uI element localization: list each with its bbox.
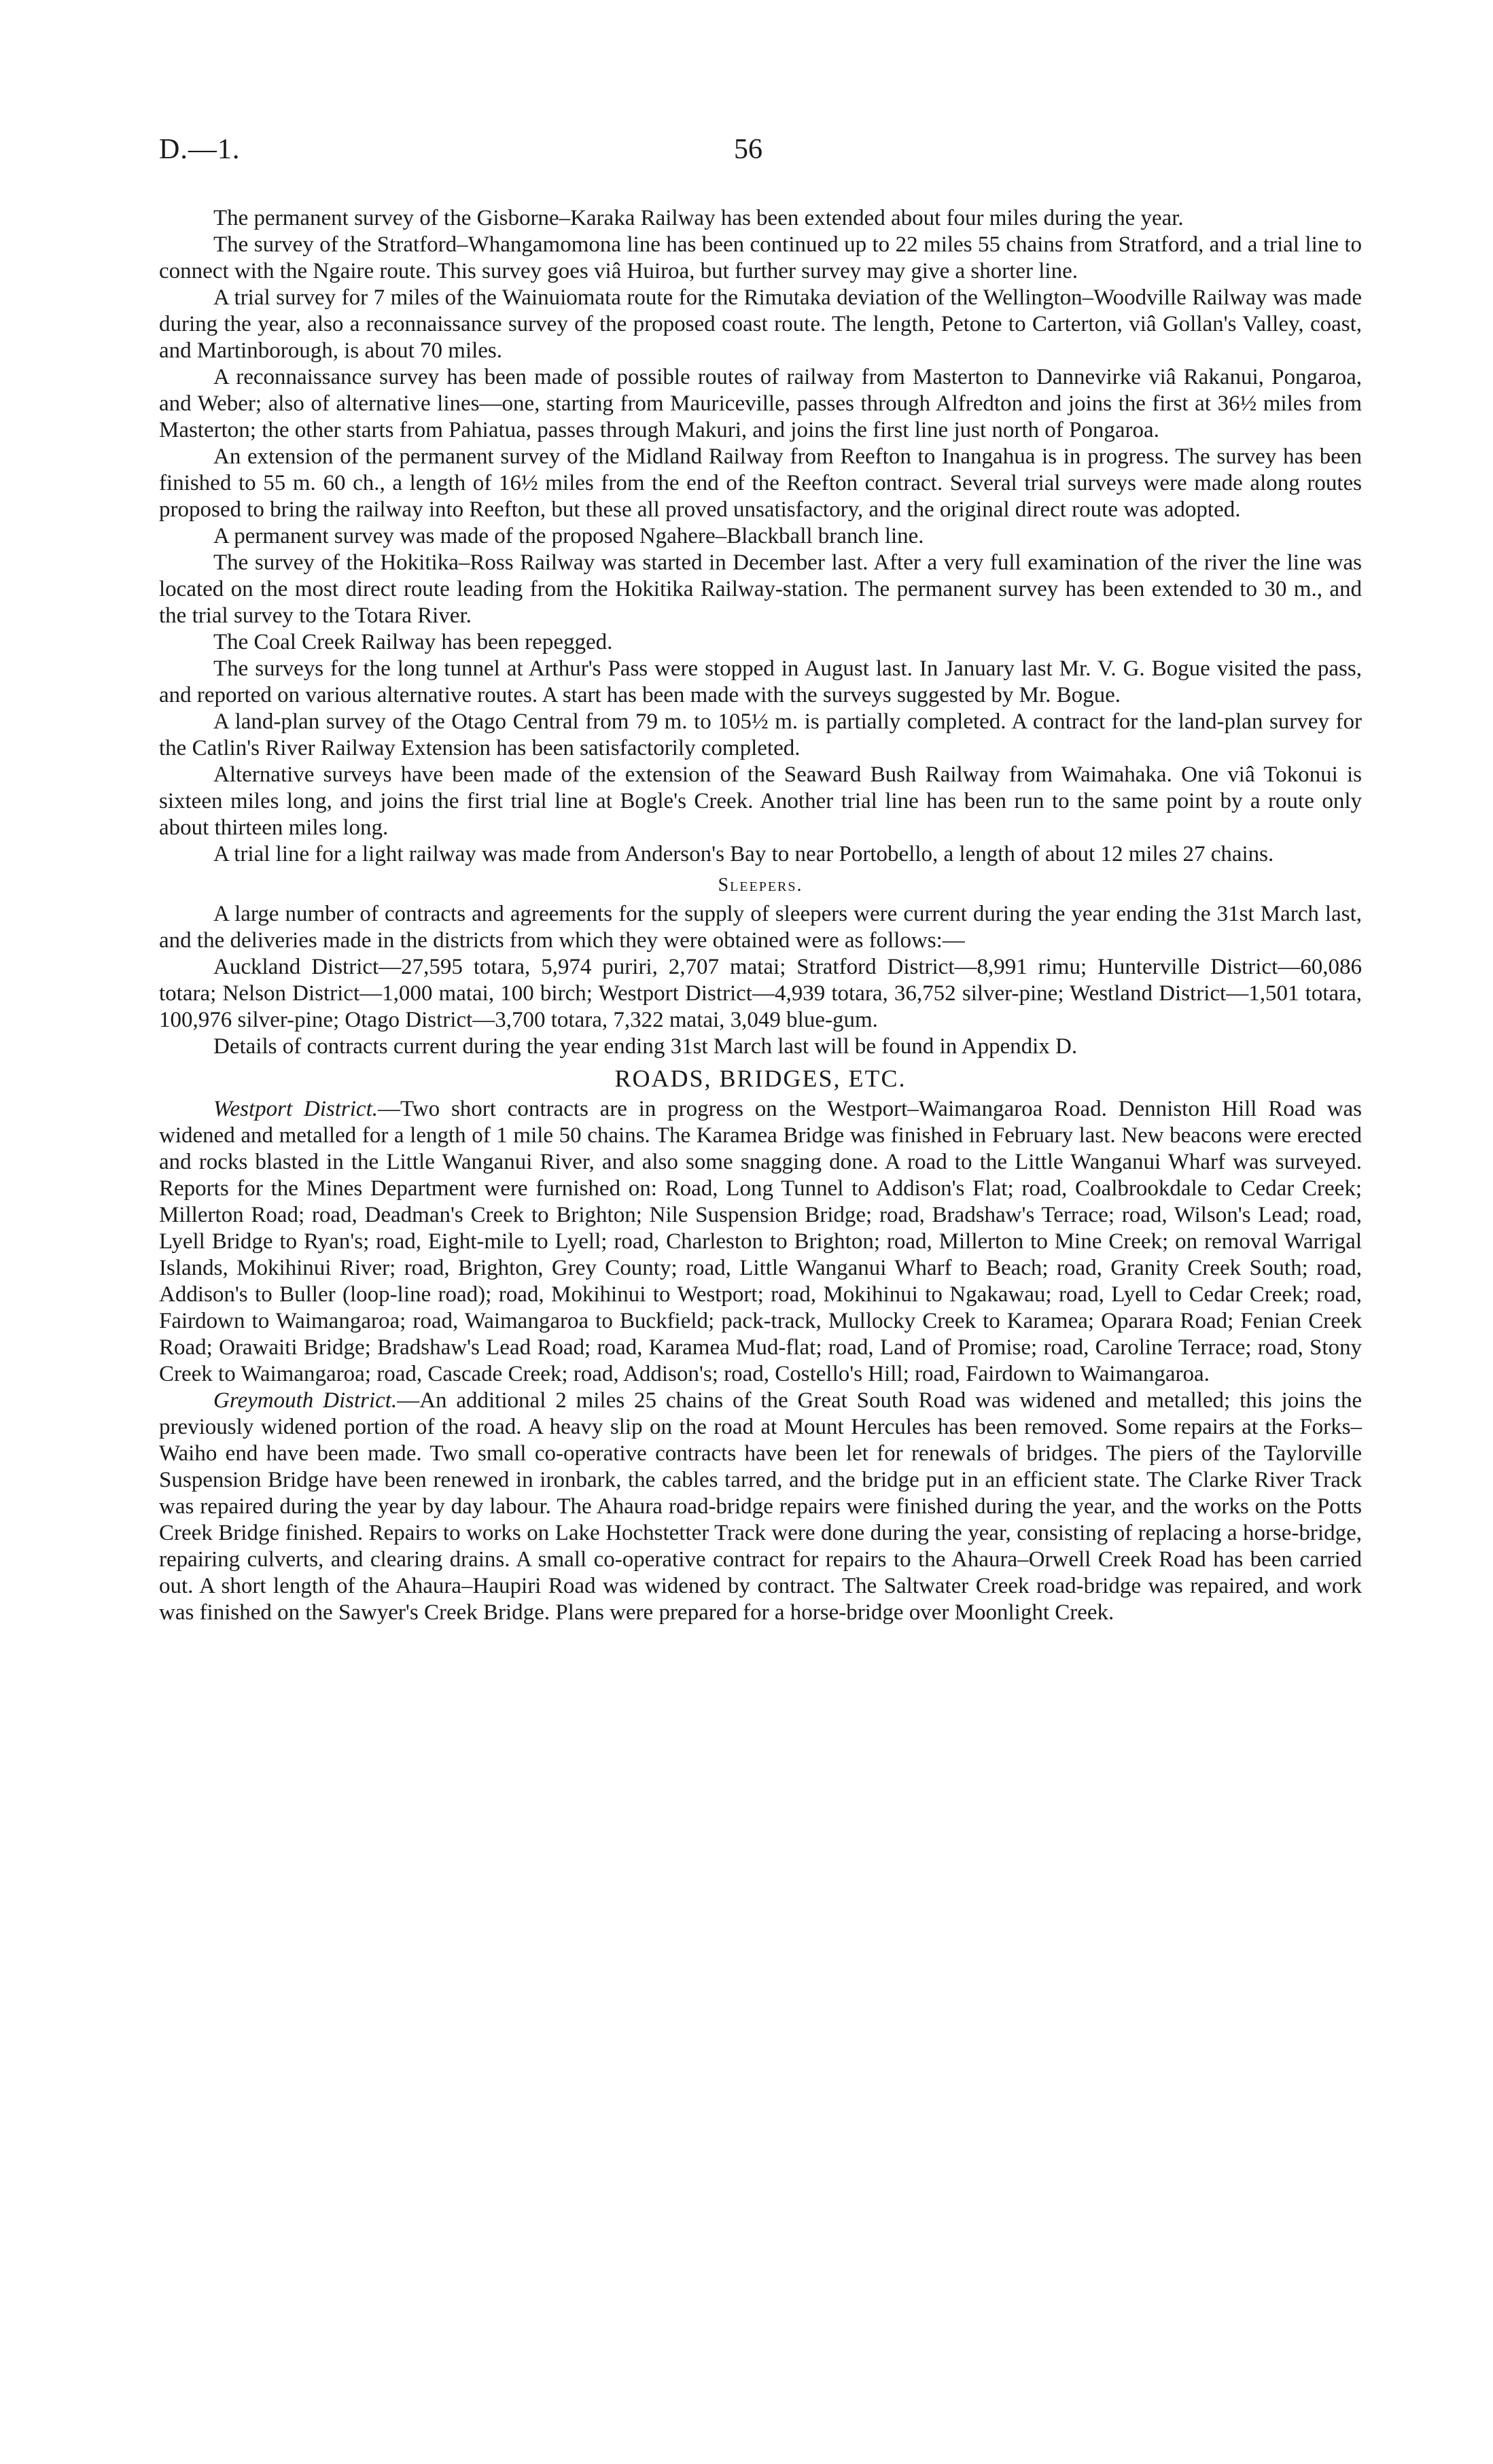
paragraph-seaward-bush: Alternative surveys have been made of the extension of the Seaward Bush Railway from Waimahaka. One viâ Tokonui is sixteen miles long, and joins the first trial line at Bogle's Creek. Another trial line has been run to the same point by a route only about thirteen miles long. [159,762,1362,840]
westport-text: —Two short contracts are in progress on the Westport–Waimangaroa Road. Denniston Hill Road was widened and metalled for a length of 1 mile 50 chains. The Karamea Bridge was finished in February last. New beacons were erected and rocks blasted in the Little Wanganui River, and also some snagging done. A road to the Little Wanganui Wharf was surveyed. Reports for the Mines Department were furnished on: Road, Long Tunnel to Addison's Flat; road, Coalbrookdale to Cedar Creek; Millerton Road; road, Deadman's Creek to Brighton; Nile Suspension Bridge; road, Bradshaw's Terrace; road, Wilson's Lead; road, Lyell Bridge to Ryan's; road, Eight-mile to Lyell; road, Charleston to Brighton; road, Millerton to Mine Creek; on removal Warrigal Islands, Mokihinui River; road, Brighton, Grey County; road, Little Wanganui Wharf to Beach; road, Granity Creek South; road, Addison's to Buller (loop-line road); road, Mokihinui to Westport; road, Mokihinui to Ngakawau; road, Lyell to Cedar Creek; road, Fairdown to Waimangaroa; road, Waimangaroa to Buckfield; pack-track, Mullocky Creek to Karamea; Oparara Road; Fenian Creek Road; Orawaiti Bridge; Bradshaw's Lead Road; road, Karamea Mud-flat; road, Land of Promise; road, Caroline Terrace; road, Stony Creek to Waimangaroa; road, Cascade Creek; road, Addison's; road, Costello's Hill; road, Fairdown to Waimangaroa. [159,1097,1362,1386]
paragraph-sleepers-appendix: Details of contracts current during the year ending 31st March last will be found in Appendix D. [213,1034,1078,1059]
document-reference: D.—1. [159,134,241,165]
paragraph-sleepers-districts: Auckland District—27,595 totara, 5,974 puriri, 2,707 matai; Stratford District—8,991 rimu; Hunterville District—60,086 totara; Nelson District—1,000 matai, 100 birch; Westport District—4,939 totara, 36,752 silver-pine; Westland District—1,501 totara, 100,976 silver-pine; Otago District—3,700 totara, 7,322 matai, 3,049 blue-gum. [159,955,1362,1032]
paragraph-wainuiomata: A trial survey for 7 miles of the Wainuiomata route for the Rimutaka deviation of the Wellington–Woodville Railway was made during the year, also a reconnaissance survey of the proposed coast route. The length, Petone to Carterton, viâ Gollan's Valley, coast, and Martinborough, is about 70 miles. [159,285,1362,363]
paragraph-portobello: A trial line for a light railway was made from Anderson's Bay to near Portobello, a length of about 12 miles 27 chains. [213,842,1274,866]
paragraph-greymouth [159,1388,1362,1626]
paragraph-hokitika: The survey of the Hokitika–Ross Railway was started in December last. After a very full examination of the river the line was located on the most direct route leading from the Hokitika Railway-station. The permanent survey has been extended to 30 m., and the trial survey to the Totara River. [159,550,1362,628]
page-header [159,133,1369,174]
paragraph-midland: An extension of the permanent survey of the Midland Railway from Reefton to Inangahua is in progress. The survey has been finished to 55 m. 60 ch., a length of 16½ miles from the end of the Reefton contract. Several trial surveys were made along routes proposed to bring the railway into Reefton, but these all proved unsatisfactory, and the original direct route was adopted. [159,444,1362,522]
section-heading-roads: ROADS, BRIDGES, ETC. [614,1065,907,1092]
page-number: 56 [734,134,762,165]
paragraph-arthurs-pass: The surveys for the long tunnel at Arthur's Pass were stopped in August last. In January last Mr. V. G. Bogue visited the pass, and reported on various alternative routes. A start has been made with the surveys suggested by Mr. Bogue. [159,656,1362,707]
paragraph-sleepers-intro: A large number of contracts and agreements for the supply of sleepers were current during the year ending the 31st March last, and the deliveries made in the districts from which they were obtained were as follows:— [159,902,1362,953]
paragraph-otago-central: A land-plan survey of the Otago Central from 79 m. to 105½ m. is partially completed. A contract for the land-plan survey for the Catlin's River Railway Extension has been satisfactorily completed. [159,709,1362,760]
paragraph-gisborne: The permanent survey of the Gisborne–Karaka Railway has been extended about four miles during the year. [213,206,1184,230]
westport-lead: Westport District. [213,1097,378,1121]
section-heading-sleepers: Sleepers. [718,875,803,896]
paragraph-masterton: A reconnaissance survey has been made of possible routes of railway from Masterton to Dannevirke viâ Rakanui, Pongaroa, and Weber; also of alternative lines—one, starting from Mauriceville, passes through Alfredton and joins the first at 36½ miles from Masterton; the other starts from Pahiatua, passes through Makuri, and joins the first line just north of Pongaroa. [159,365,1362,442]
paragraph-ngahere: A permanent survey was made of the proposed Ngahere–Blackball branch line. [213,524,924,548]
paragraph-stratford: The survey of the Stratford–Whangamomona line has been continued up to 22 miles 55 chains from Stratford, and a trial line to connect with the Ngaire route. This survey goes viâ Huiroa, but further survey may give a shorter line. [159,232,1362,283]
page-body [159,205,1362,1626]
greymouth-lead: Greymouth District. [213,1388,398,1413]
paragraph-coal-creek: The Coal Creek Railway has been repegged. [213,630,613,654]
greymouth-text: —An additional 2 miles 25 chains of the Great South Road was widened and metalled; this joins the previously widened portion of the road. A heavy slip on the road at Mount Hercules has been removed. Some repairs at the Forks–Waiho end have been made. Two small co-operative contracts have been let for renewals of bridges. The piers of the Taylorville Suspension Bridge have been renewed in ironbark, the cables tarred, and the bridge put in an efficient state. The Clarke River Track was repaired during the year by day labour. The Ahaura road-bridge repairs were finished during the year, and the works on the Potts Creek Bridge finished. Repairs to works on Lake Hochstetter Track were done during the year, consisting of replacing a horse-bridge, repairing culverts, and clearing drains. A small co-operative contract for repairs to the Ahaura–Orwell Creek Road has been carried out. A short length of the Ahaura–Haupiri Road was widened by contract. The Saltwater Creek road-bridge was repaired, and work was finished on the Sawyer's Creek Bridge. Plans were prepared for a horse-bridge over Moonlight Creek. [159,1388,1362,1625]
paragraph-westport [159,1096,1362,1388]
